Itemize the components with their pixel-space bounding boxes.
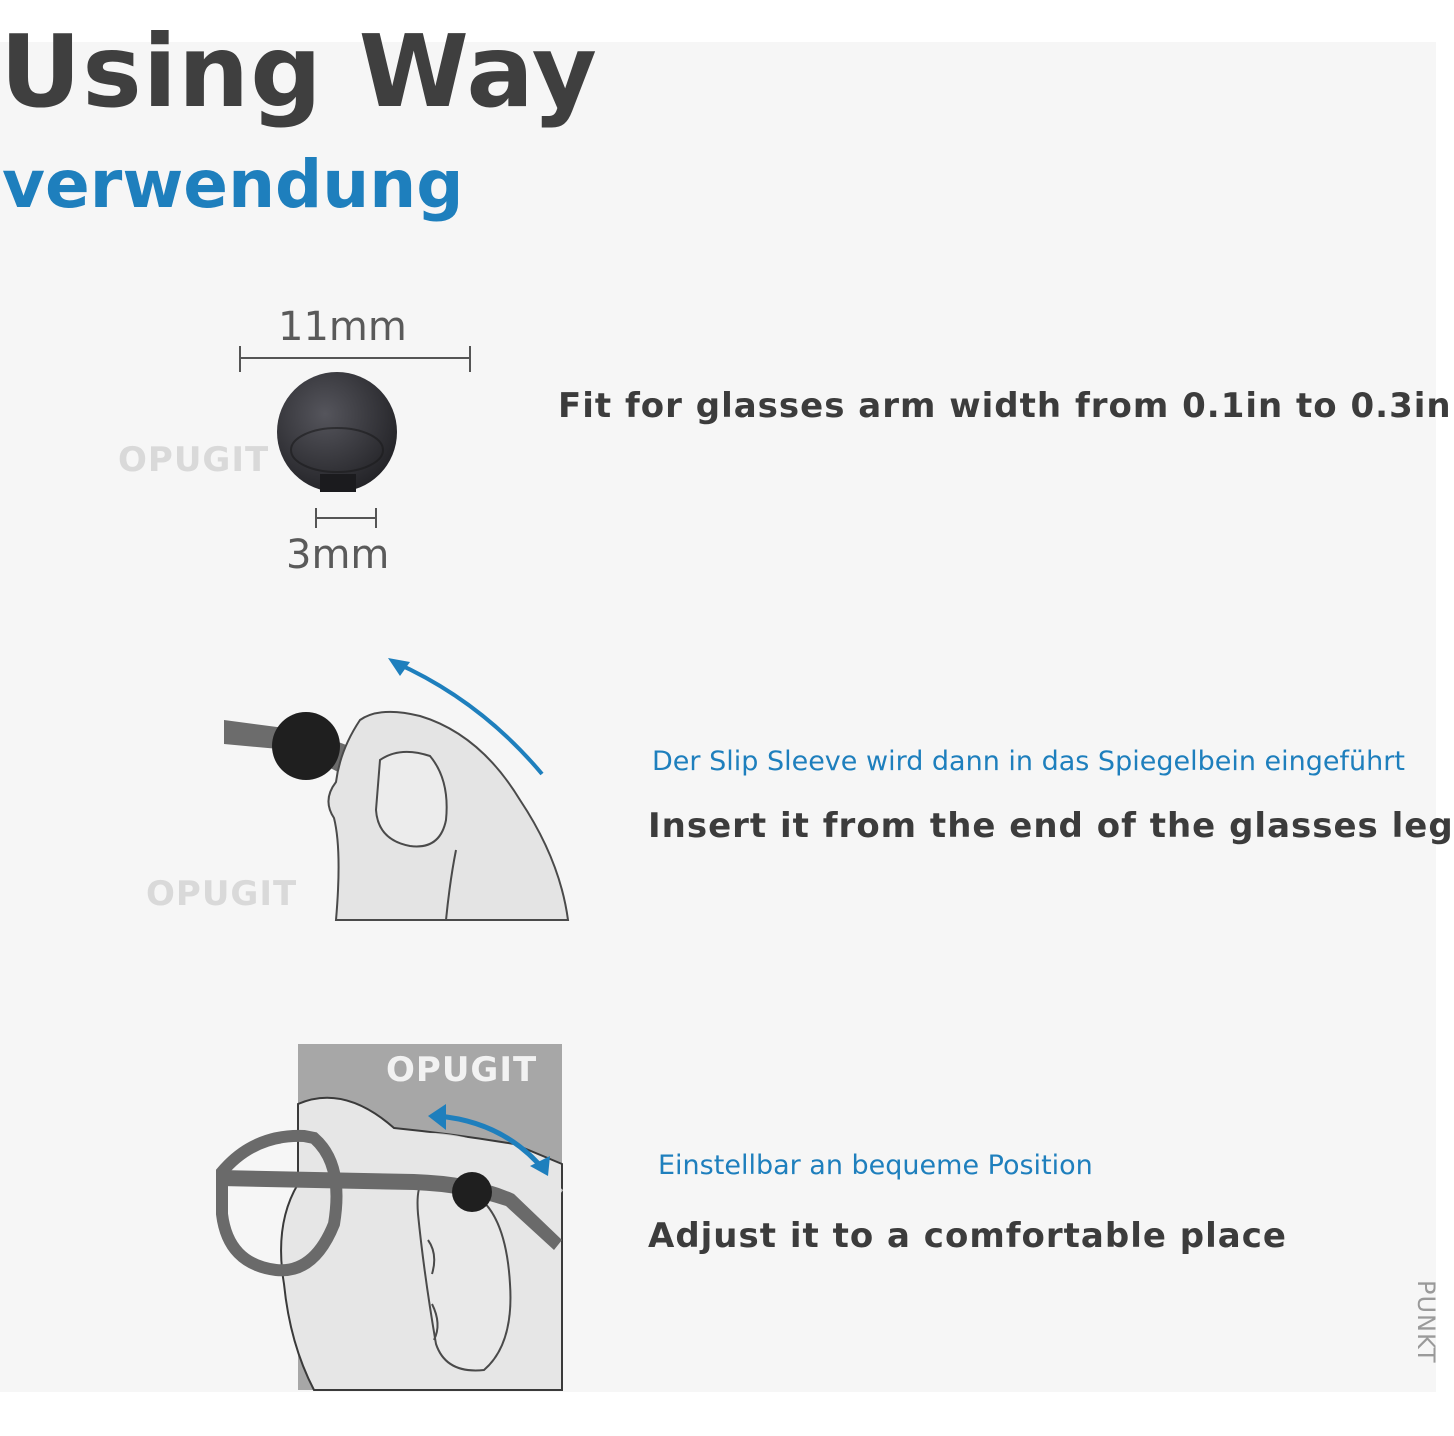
step-3-text-en: Adjust it to a comfortable place xyxy=(648,1216,1287,1256)
side-label: PUNKT xyxy=(1412,1280,1440,1364)
step-3-text-de: Einstellbar an bequeme Position xyxy=(658,1150,1093,1181)
step-1-text-en: Fit for glasses arm width from 0.1in to 0.3in xyxy=(558,386,1452,426)
brand-watermark: OPUGIT xyxy=(386,1050,538,1090)
adjust-illustration xyxy=(214,1044,564,1394)
page-title: Using Way xyxy=(0,13,598,130)
step-2-text-en: Insert it from the end of the glasses leg xyxy=(648,806,1454,846)
silicone-sleeve-icon xyxy=(274,370,404,500)
dimension-hole-line xyxy=(312,506,382,530)
page-subtitle: verwendung xyxy=(2,146,464,223)
brand-watermark: OPUGIT xyxy=(118,440,270,480)
step-2-text-de: Der Slip Sleeve wird dann in das Spiegelbein eingeführt xyxy=(652,746,1405,777)
dimension-width-label: 11mm xyxy=(278,304,407,350)
brand-watermark: OPUGIT xyxy=(146,874,298,914)
dimension-hole-label: 3mm xyxy=(286,532,390,578)
